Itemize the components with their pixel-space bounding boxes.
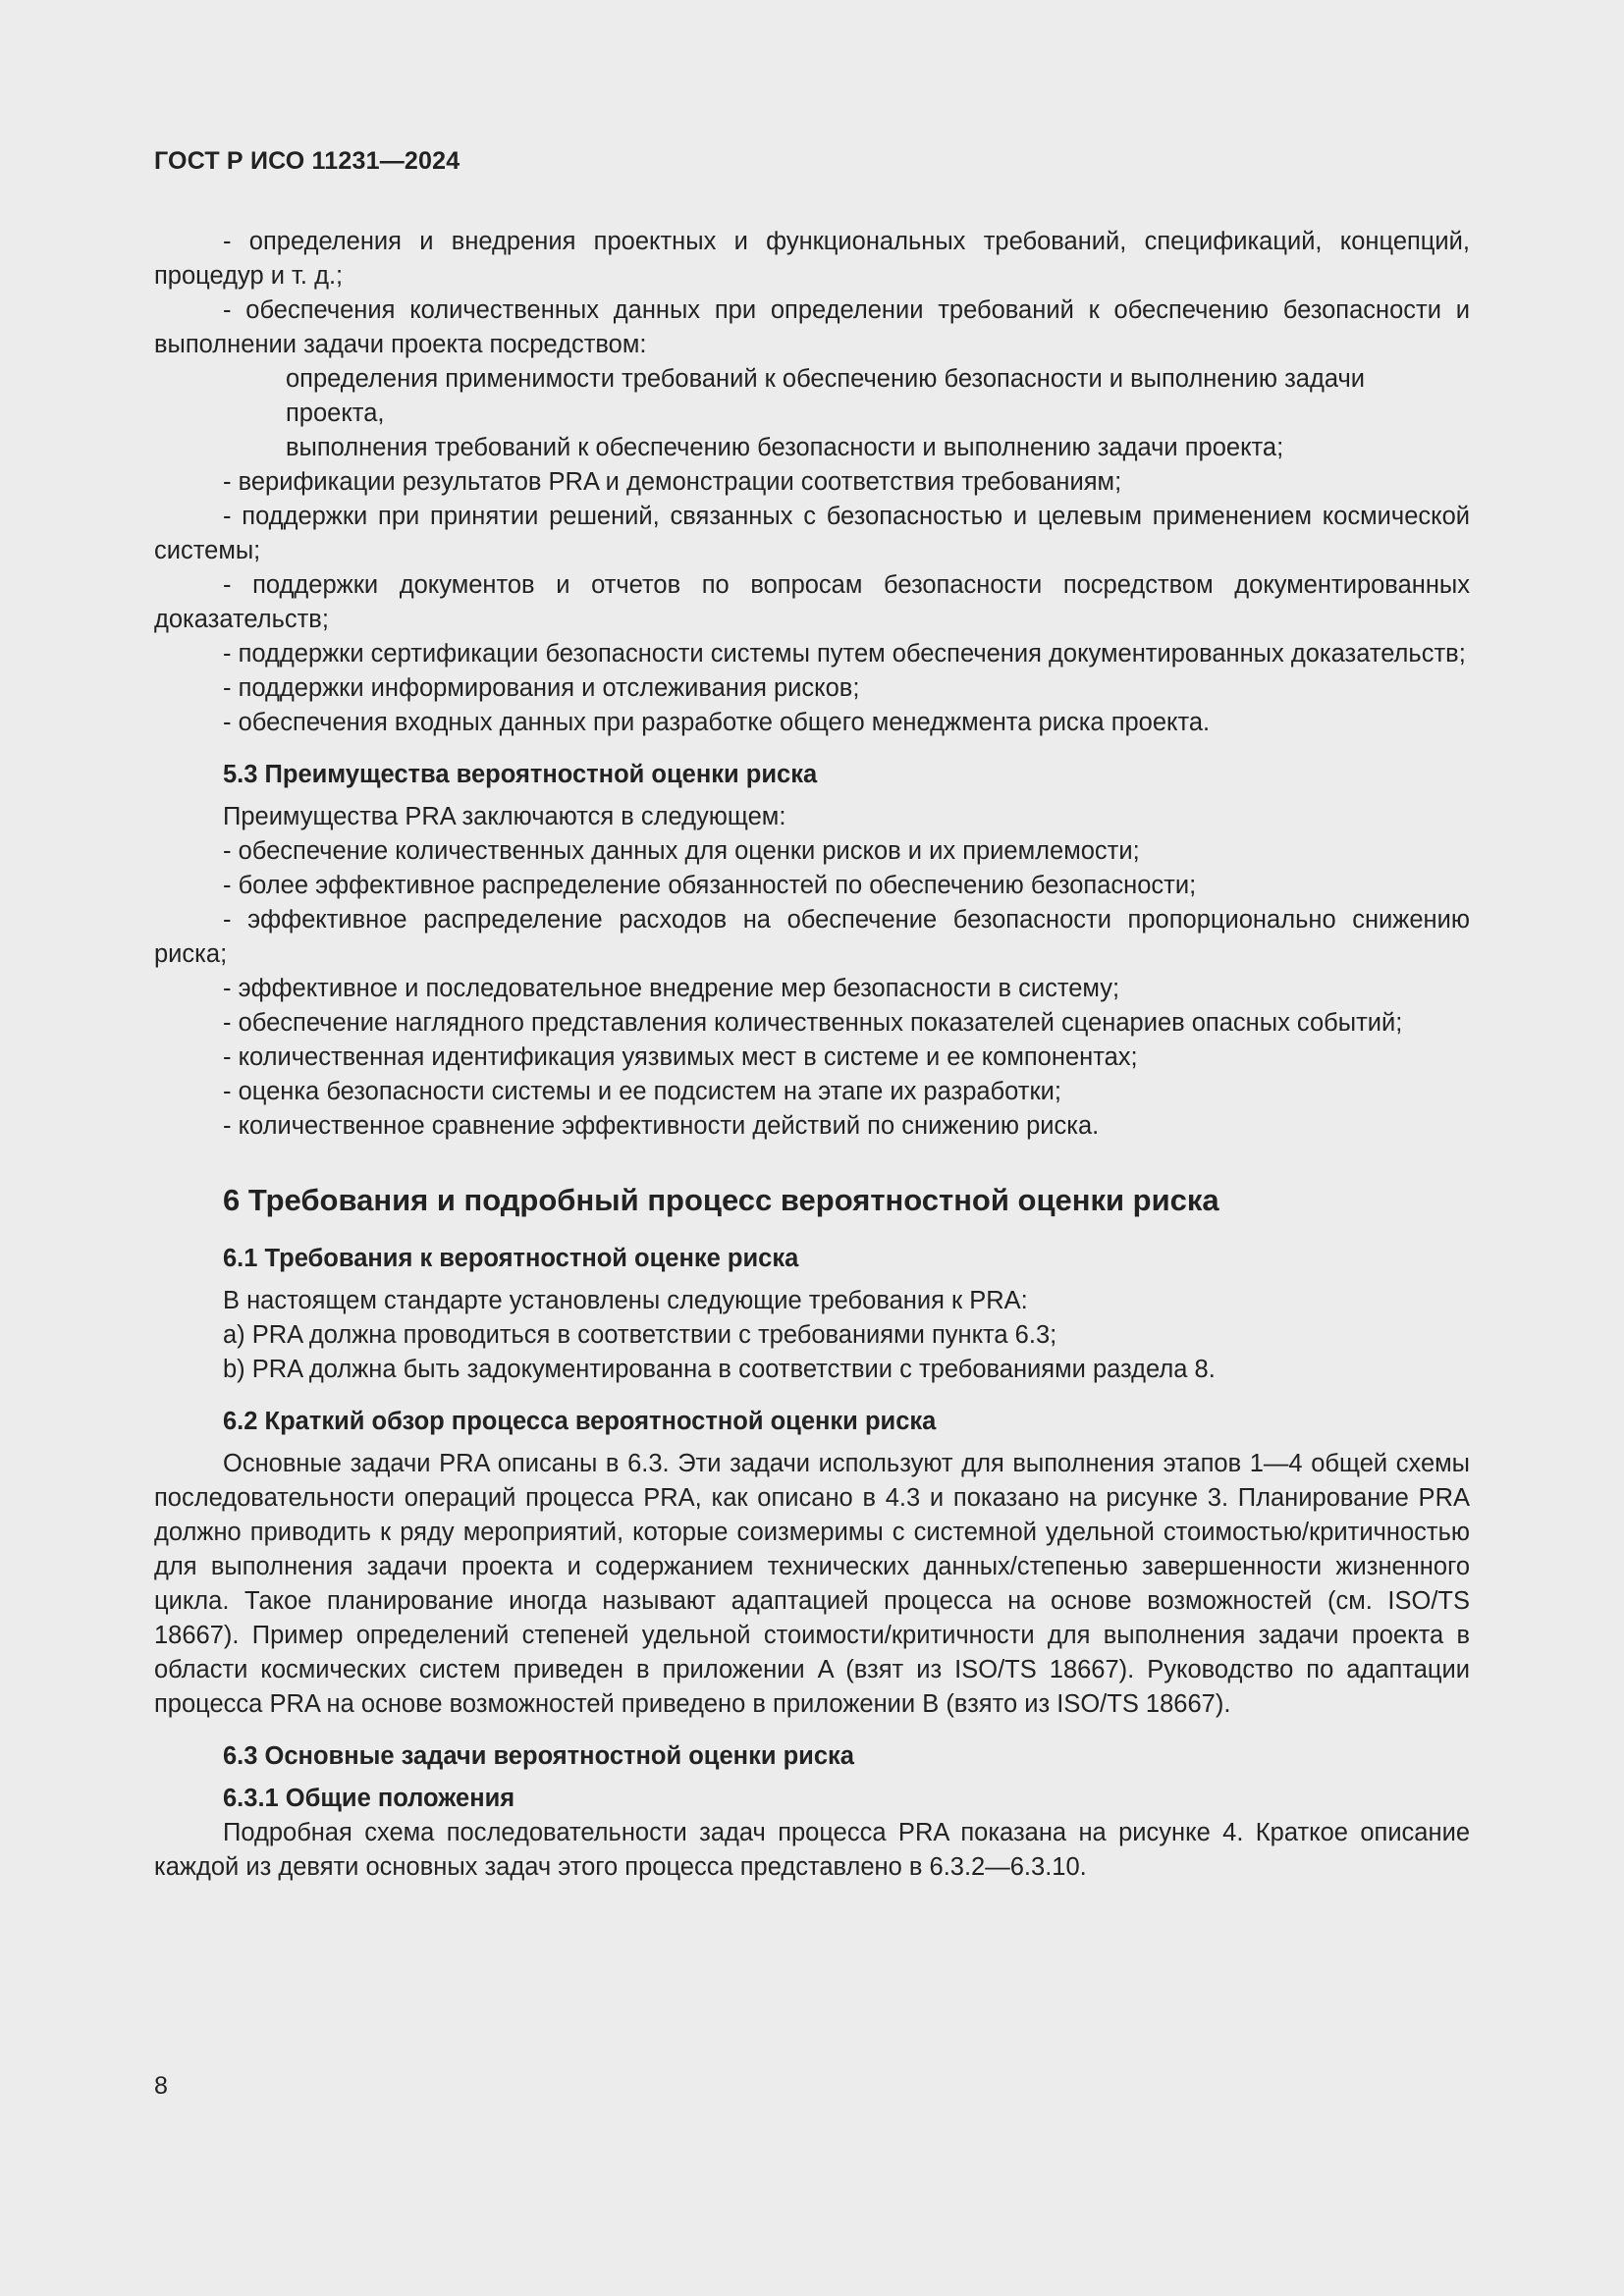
list-item: - обеспечения входных данных при разработке общего менеджмента риска проекта. [223, 709, 1211, 736]
list-item: - обеспечение количественных данных для оценки рисков и их приемлемости; [223, 837, 1140, 865]
list-item: a) PRA должна проводиться в соответствии с требованиями пункта 6.3; [223, 1321, 1057, 1349]
list-item: - более эффективное распределение обязанностей по обеспечению безопасности; [223, 872, 1197, 899]
body-paragraph: Основные задачи PRA описаны в 6.3. Эти задачи используют для выполнения этапов 1—4 общей схемы последовательности операций процесса PRA, как описано в 4.3 и показано на рисунке 3. Планирование PRA должно приводить к ряду мероприятий, которые соизмеримы с системной удельной стоимостью/критичностью для выполнения задачи проекта и содержанием технических данных/степенью завершенности жизненного цикла. Такое планирование иногда называют адаптацией процесса на основе возможностей (см. ISO/TS 18667). Пример определений степеней удельной стоимости/критичности для выполнения задачи проекта в области космических систем приведен в приложении A (взят из ISO/TS 18667). Руководство по адаптации процесса PRA на основе возможностей приведено в приложении B (взято из ISO/TS 18667). [154, 1450, 1470, 1718]
section-lead: Преимущества PRA заключаются в следующем: [223, 803, 786, 830]
page-number: 8 [154, 2072, 168, 2100]
list-item: - поддержки информирования и отслеживания рисков; [223, 674, 860, 702]
sub-list-item: выполнения требований к обеспечению безопасности и выполнению задачи проекта; [286, 434, 1284, 461]
body-paragraph: Подробная схема последовательности задач процесса PRA показана на рисунке 4. Краткое описание каждой из девяти основных задач этого процесса представлено в 6.3.2—6.3.10. [154, 1819, 1470, 1881]
document-body [154, 225, 1470, 1885]
list-item: - оценка безопасности системы и ее подсистем на этапе их разработки; [223, 1078, 1061, 1105]
document-page [154, 0, 1470, 2296]
section-heading-6-3-1: 6.3.1 Общие положения [223, 1785, 515, 1812]
section-heading-5-3: 5.3 Преимущества вероятностной оценки риска [223, 761, 818, 788]
list-item: - количественная идентификация уязвимых мест в системе и ее компонентах; [223, 1043, 1138, 1071]
sub-list-item: определения применимости требований к обеспечению безопасности и выполнению задачи проекта, [286, 365, 1366, 427]
document-header: ГОСТ Р ИСО 11231—2024 [154, 147, 460, 175]
list-item: b) PRA должна быть задокументированна в соответствии с требованиями раздела 8. [223, 1356, 1216, 1383]
section-lead: В настоящем стандарте установлены следующие требования к PRA: [223, 1287, 1028, 1314]
list-item: - верификации результатов PRA и демонстрации соответствия требованиям; [223, 468, 1122, 496]
list-item: - эффективное распределение расходов на обеспечение безопасности пропорционально снижению риска; [154, 906, 1470, 968]
section-heading-6-2: 6.2 Краткий обзор процесса вероятностной оценки риска [223, 1408, 937, 1435]
list-item: - обеспечения количественных данных при определении требований к обеспечению безопасности и выполнении задачи проекта посредством: [154, 296, 1470, 358]
list-item: - поддержки сертификации безопасности системы путем обеспечения документированных доказательств; [223, 640, 1466, 667]
list-item: - обеспечение наглядного представления количественных показателей сценариев опасных событий; [223, 1009, 1403, 1037]
list-item: - определения и внедрения проектных и функциональных требований, спецификаций, концепций, процедур и т. д.; [154, 228, 1470, 290]
section-heading-6: 6 Требования и подробный процесс вероятностной оценки риска [223, 1183, 1219, 1217]
list-item: - поддержки документов и отчетов по вопросам безопасности посредством документированных доказательств; [154, 571, 1470, 633]
list-item: - поддержки при принятии решений, связанных с безопасностью и целевым применением космической системы; [154, 503, 1470, 564]
list-item: - эффективное и последовательное внедрение мер безопасности в систему; [223, 975, 1120, 1002]
section-heading-6-3: 6.3 Основные задачи вероятностной оценки риска [223, 1742, 854, 1770]
section-heading-6-1: 6.1 Требования к вероятностной оценке риска [223, 1245, 799, 1272]
list-item: - количественное сравнение эффективности действий по снижению риска. [223, 1112, 1100, 1140]
